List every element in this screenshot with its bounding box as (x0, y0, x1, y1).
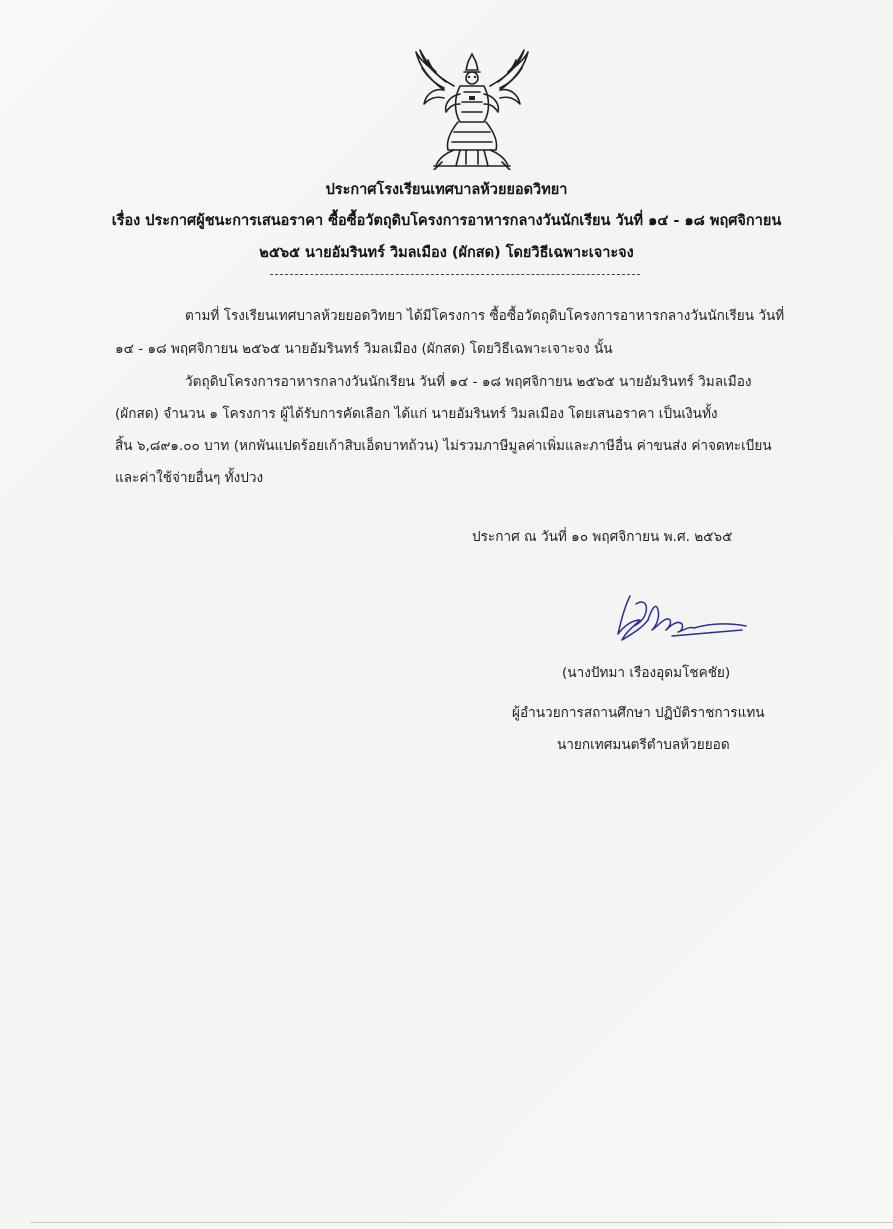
paragraph-2-line-4: และค่าใช้จ่ายอื่นๆ ทั้งปวง (115, 470, 264, 486)
dashed-divider (270, 274, 640, 275)
signatory-position-2: นายกเทศมนตรีตำบลห้วยยอด (557, 737, 730, 753)
paragraph-2-line-3: สิ้น ๖,๘๙๑.๐๐ บาท (หกพันแปดร้อยเก้าสิบเอ็ดบาทถ้วน) ไม่รวมภาษีมูลค่าเพิ่มและภาษีอื่น ค่าขนส่ง ค่าจดทะเบียน (115, 438, 772, 454)
announcement-date: ประกาศ ณ วันที่ ๑๐ พฤศจิกายน พ.ศ. ๒๕๖๕ (472, 529, 733, 545)
paragraph-1-line-1: ตามที่ โรงเรียนเทศบาลห้วยยอดวิทยา ได้มีโครงการ ซื้อซื้อวัตถุดิบโครงการอาหารกลางวันนักเรียน วันที่ (185, 308, 785, 324)
handwritten-signature (612, 590, 752, 648)
paragraph-2-line-2: (ผักสด) จำนวน ๑ โครงการ ผู้ได้รับการคัดเลือก ได้แก่ นายอัมรินทร์ วิมลเมือง โดยเสนอราคา เป็นเงินทั้ง (115, 406, 718, 422)
paragraph-2-line-1: วัตถุดิบโครงการอาหารกลางวันนักเรียน วันที่ ๑๔ - ๑๘ พฤศจิกายน ๒๕๖๕ นายอัมรินทร์ วิมลเมือง (185, 374, 752, 390)
document-title: ประกาศโรงเรียนเทศบาลห้วยยอดวิทยา (325, 182, 568, 198)
signatory-name: (นางปัทมา เรืองอุดมโชคชัย) (562, 665, 731, 681)
document-subject-line-2: ๒๕๖๕ นายอัมรินทร์ วิมลเมือง (ผักสด) โดยวิธีเฉพาะเจาะจง (259, 245, 634, 261)
paragraph-1-line-2: ๑๔ - ๑๘ พฤศจิกายน ๒๕๖๕ นายอัมรินทร์ วิมลเมือง (ผักสด) โดยวิธีเฉพาะเจาะจง นั้น (115, 341, 613, 357)
signatory-position-1: ผู้อำนวยการสถานศึกษา ปฏิบัติราชการแทน (512, 705, 765, 721)
document-subject-line-1: เรื่อง ประกาศผู้ชนะการเสนอราคา ซื้อซื้อวัตถุดิบโครงการอาหารกลางวันนักเรียน วันที่ ๑๔ - ๑๘ พฤศจิกายน (111, 213, 782, 229)
page-bottom-edge (30, 1222, 893, 1223)
garuda-emblem-icon (414, 46, 530, 170)
